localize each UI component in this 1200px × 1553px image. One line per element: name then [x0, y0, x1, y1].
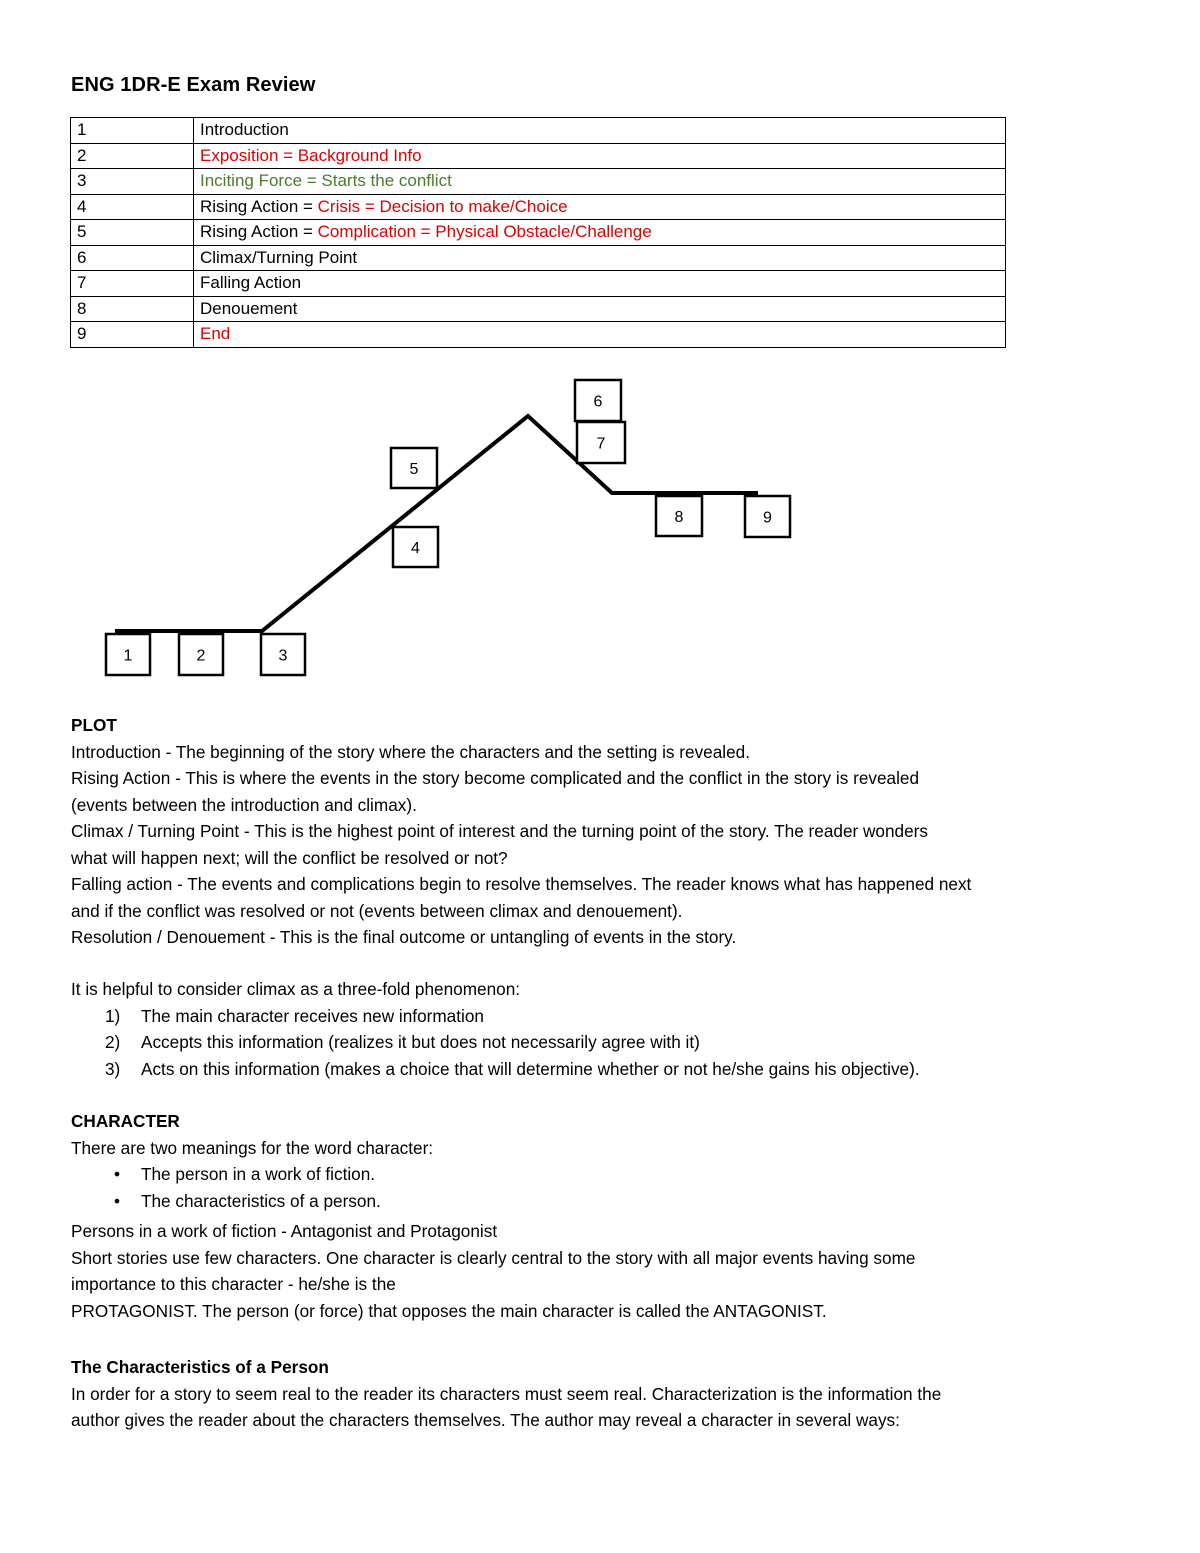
person-section	[71, 1354, 1131, 1434]
description-segment: Complication = Physical Obstacle/Challenge	[317, 222, 652, 242]
diagram-box-label: 8	[674, 509, 684, 526]
character-section	[71, 1108, 1131, 1324]
row-description	[194, 194, 1006, 220]
row-description	[194, 118, 1006, 144]
description-segment: Rising Action =	[200, 222, 318, 242]
table-row	[71, 220, 1006, 246]
list-text: The main character receives new information	[141, 1005, 484, 1026]
bullet-icon: •	[114, 1190, 121, 1211]
row-description	[194, 169, 1006, 195]
list-item	[71, 1188, 1131, 1215]
description-segment: Falling Action	[200, 273, 302, 293]
description-segment: End	[200, 324, 231, 344]
diagram-box-label: 3	[278, 647, 288, 665]
row-number: 5	[71, 220, 194, 246]
list-marker: 1)	[105, 1005, 121, 1026]
row-number: 6	[71, 245, 194, 271]
diagram-box-label: 7	[596, 435, 606, 453]
diagram-box-2	[179, 634, 223, 675]
text-line: Falling action - The events and complications begin to resolve themselves. The reader knows what has happened next	[71, 874, 972, 894]
list-marker: 2)	[105, 1032, 121, 1052]
row-number: 8	[71, 296, 194, 322]
climax-intro: It is helpful to consider climax as a three-fold phenomenon:	[71, 979, 521, 999]
row-number: 2	[71, 143, 194, 169]
plot-structure-table	[70, 117, 1006, 348]
list-item	[71, 1161, 1131, 1188]
list-text: Accepts this information (realizes it but does not necessarily agree with it)	[141, 1032, 700, 1052]
bullet-icon: •	[114, 1164, 121, 1184]
description-segment: Exposition = Background Info	[200, 145, 422, 165]
diagram-box-7	[577, 422, 625, 463]
text-line: Climax / Turning Point - This is the highest point of interest and the turning point of the story. The reader wonders	[71, 821, 928, 841]
text-line: and if the conflict was resolved or not (events between climax and denouement).	[71, 900, 683, 921]
table-row	[71, 245, 1006, 271]
text-line: PROTAGONIST. The person (or force) that opposes the main character is called the ANTAGONIST.	[71, 1300, 827, 1321]
text-line: In order for a story to seem real to the reader its characters must seem real. Characterization is the information the	[71, 1383, 942, 1404]
diagram-box-label: 4	[411, 540, 420, 557]
text-line: Persons in a work of fiction - Antagonist and Protagonist	[71, 1221, 498, 1241]
character-heading: CHARACTER	[71, 1111, 180, 1131]
row-number: 4	[71, 194, 194, 220]
row-number: 7	[71, 271, 194, 297]
climax-section	[71, 976, 1131, 1082]
text-line: author gives the reader about the characters themselves. The author may reveal a character in several ways:	[71, 1410, 900, 1430]
climax-list	[71, 1003, 1131, 1083]
diagram-box-9	[745, 496, 790, 537]
list-item	[71, 1056, 1131, 1083]
diagram-box-label: 5	[409, 461, 419, 478]
list-text: The characteristics of a person.	[141, 1190, 381, 1211]
diagram-box-8	[656, 496, 702, 536]
list-item	[71, 1029, 1131, 1056]
table-row	[71, 296, 1006, 322]
description-segment: Inciting Force = Starts the conflict	[200, 171, 452, 191]
diagram-box-3	[261, 634, 305, 675]
diagram-box-label: 6	[593, 393, 603, 411]
diagram-box-label: 1	[123, 647, 133, 665]
text-line: Short stories use few characters. One character is clearly central to the story with all major events having some	[71, 1247, 916, 1268]
description-segment: Rising Action =	[200, 196, 318, 216]
table-row	[71, 169, 1006, 195]
row-number: 3	[71, 169, 194, 195]
text-line: Introduction - The beginning of the story where the characters and the setting is revealed.	[71, 741, 750, 762]
description-segment: Denouement	[200, 298, 298, 318]
description-segment: Crisis = Decision to make/Choice	[317, 196, 568, 216]
row-description	[194, 245, 1006, 271]
row-description	[194, 220, 1006, 246]
text-line: Resolution / Denouement - This is the final outcome or untangling of events in the story.	[71, 927, 737, 947]
diagram-box-6	[575, 380, 621, 421]
diagram-box-5	[391, 448, 437, 488]
diagram-box-1	[106, 634, 150, 675]
plot-section	[71, 712, 1131, 951]
plot-diagram	[0, 370, 1200, 690]
table-row	[71, 143, 1006, 169]
diagram-box-label: 9	[763, 509, 772, 527]
person-heading: The Characteristics of a Person	[71, 1357, 329, 1377]
table-row	[71, 322, 1006, 348]
page-title: ENG 1DR-E Exam Review	[71, 74, 316, 96]
row-number: 1	[71, 118, 194, 144]
row-description	[194, 296, 1006, 322]
text-line: (events between the introduction and climax).	[71, 794, 417, 815]
table-row	[71, 271, 1006, 297]
row-description	[194, 322, 1006, 348]
description-segment: Introduction	[200, 120, 289, 140]
character-intro: There are two meanings for the word character:	[71, 1137, 434, 1158]
description-segment: Climax/Turning Point	[200, 247, 358, 267]
plot-heading: PLOT	[71, 715, 117, 735]
text-line: Rising Action - This is where the events in the story become complicated and the conflict in the story is revealed	[71, 768, 920, 788]
diagram-box-label: 2	[196, 647, 206, 665]
row-description	[194, 271, 1006, 297]
table-row	[71, 118, 1006, 144]
table-row	[71, 194, 1006, 220]
diagram-box-4	[393, 527, 438, 567]
row-number: 9	[71, 322, 194, 348]
list-item	[71, 1003, 1131, 1030]
character-meanings-list	[71, 1161, 1131, 1214]
list-text: The person in a work of fiction.	[141, 1164, 376, 1184]
list-text: Acts on this information (makes a choice that will determine whether or not he/she gains his objective).	[141, 1058, 920, 1079]
list-marker: 3)	[105, 1058, 121, 1079]
row-description	[194, 143, 1006, 169]
text-line: what will happen next; will the conflict be resolved or not?	[71, 847, 508, 868]
text-line: importance to this character - he/she is the	[71, 1274, 396, 1294]
